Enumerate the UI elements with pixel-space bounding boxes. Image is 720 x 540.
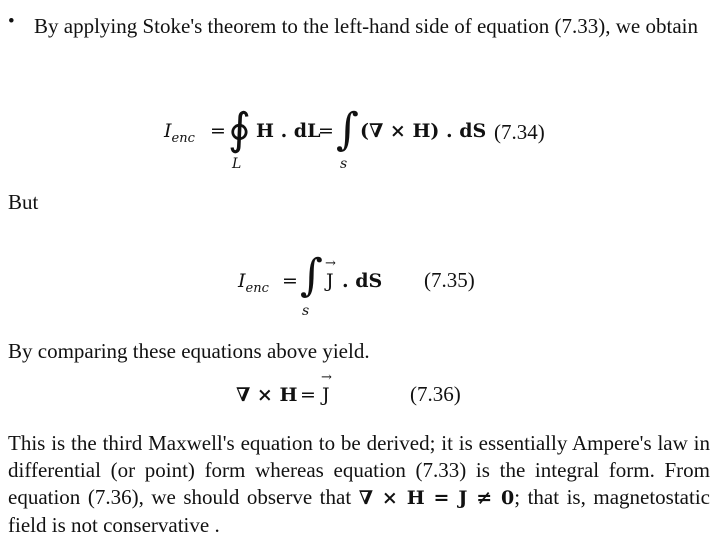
eq734-term-2: (∇ × H) . dS xyxy=(360,120,487,142)
integral-symbol: ∫ xyxy=(336,104,359,155)
bullet-point: • xyxy=(8,11,15,32)
integral-symbol: ∫ xyxy=(300,250,323,301)
comparing-text: By comparing these equations above yield. xyxy=(8,339,370,363)
but-text: But xyxy=(8,190,39,214)
eq735-int-limit: s xyxy=(302,303,310,319)
eq735-equals: = xyxy=(282,270,298,292)
eq736-vector-j: → J xyxy=(322,384,330,406)
eq735-vector-j: → J xyxy=(326,270,334,292)
eq734-term-1: H . dL xyxy=(256,120,321,142)
eq734-oint-limit: L xyxy=(232,156,242,172)
eq736-number: (7.36) xyxy=(410,382,461,406)
conclusion-paragraph xyxy=(8,430,710,539)
eq735-term: . dS xyxy=(342,270,383,292)
eq735-lhs: $I_{enc}$ xyxy=(238,270,269,296)
eq735-number: (7.35) xyxy=(424,268,475,292)
eq734-equals-1: = xyxy=(210,120,226,142)
contour-integral-symbol: ∮ xyxy=(228,104,251,155)
eq734-lhs: $I_{enc}$ xyxy=(164,120,195,146)
eq736-lhs: ∇ × H xyxy=(236,384,298,406)
conclusion-text-a: This is the third Maxwell's equation to be derived; it is essentially Ampere's law in differential (or point) form whereas equation (7.33) is the integral form. From equation (7.36), we should observe that xyxy=(8,431,710,509)
conclusion-inline-math: ∇ × H = J ≠ 0 xyxy=(358,487,515,509)
eq734-int-limit: s xyxy=(340,156,348,172)
eq734-number: (7.34) xyxy=(494,120,545,144)
eq734-equals-2: = xyxy=(318,120,334,142)
eq736-equals: = xyxy=(300,384,316,406)
conclusion-text-b: ; that is, magnetostatic field is not conservative . xyxy=(8,485,710,537)
intro-paragraph: By applying Stoke's theorem to the left-hand side of equation (7.33), we obtain xyxy=(34,14,698,38)
